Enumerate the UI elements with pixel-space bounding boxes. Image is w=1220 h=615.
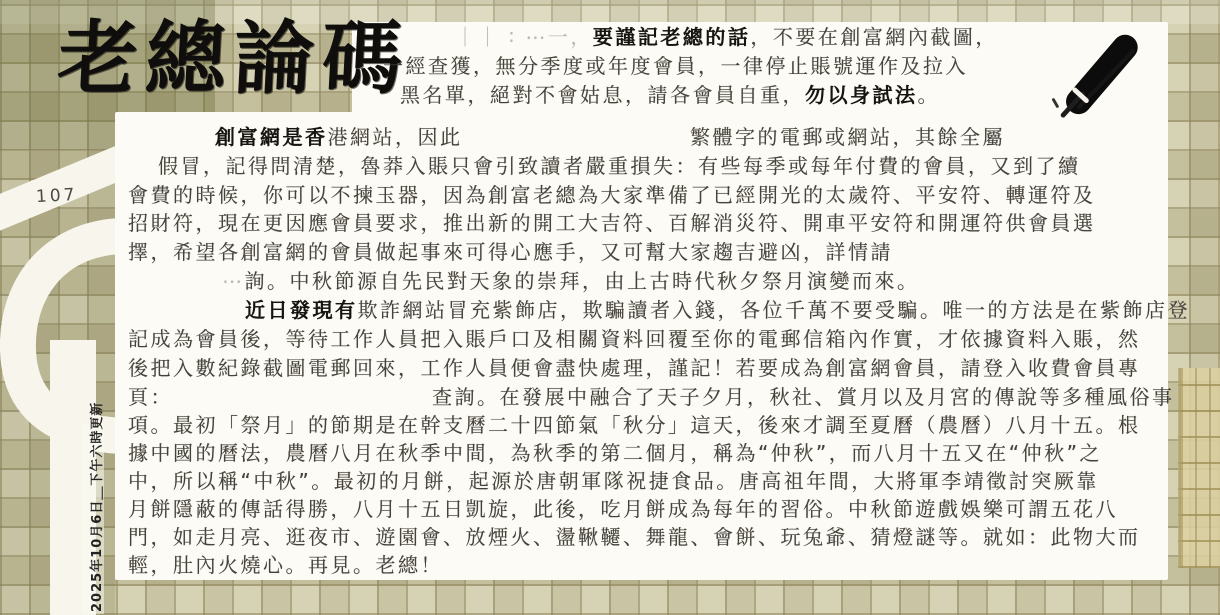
text-line (432, 387, 1175, 407)
text-line (128, 387, 173, 407)
text-line (128, 499, 1118, 519)
text-segment: 近日發現有 (245, 298, 358, 322)
text-line (400, 85, 940, 105)
text-segment: 欺詐網站冒充紫飾店，欺騙讀者入錢，各位千萬不要受騙。唯一的方法是在紫飾店登 (357, 298, 1190, 322)
text-segment: ，不要在創富網內截圖， (750, 25, 998, 49)
text-segment: 黑名單，絕對不會姑息，請各會員自重， (400, 83, 805, 107)
page-title: 老總論碼 (55, 11, 413, 105)
update-timestamp: 2025年10月6日＿下午六時更新 (90, 401, 105, 612)
text-segment: 擇，希望各創富網的會員做起事來可得心應手，又可幫大家趨吉避凶，詳情請 (128, 240, 893, 264)
text-segment: 繁體字的電郵或網站，其餘全屬 (690, 125, 1005, 149)
text-line (128, 185, 1096, 205)
text-line (128, 242, 893, 262)
pen-icon (1048, 26, 1148, 118)
text-segment: 輕，肚內火燒心。再見。老總！ (128, 553, 443, 577)
text-line (128, 443, 1102, 463)
text-segment: 查詢。在發展中融合了天子夕月，秋社、賞月以及月宮的傳說等多種風俗事 (432, 385, 1175, 409)
text-line (690, 127, 1005, 147)
text-line (128, 471, 1099, 491)
text-line (128, 358, 1141, 378)
text-line (455, 27, 998, 47)
text-line (222, 271, 920, 291)
page-number: 107 (35, 184, 78, 208)
text-segment: 門，如走月亮、逛夜市、遊園會、放煙火、盪鞦韆、舞龍、會餅、玩兔爺、猜燈謎等。就如：此物大而 (128, 525, 1141, 549)
text-line (128, 415, 1141, 435)
text-segment: 要謹記老總的話 (592, 25, 751, 49)
text-segment: 創富網是香 (215, 125, 328, 149)
text-segment: ｜｜ ∶ ⋯一， (455, 25, 593, 49)
white-logo-watermark (0, 140, 134, 615)
text-line (215, 127, 463, 147)
text-segment: 頁： (128, 385, 173, 409)
text-segment: 項。最初「祭月」的節期是在幹支曆二十四節氣「秋分」這天，後來才調至夏曆（農曆）八月十五。根 (128, 413, 1141, 437)
text-line (128, 555, 443, 575)
text-segment: 據中國的曆法，農曆八月在秋季中間，為秋季的第二個月，稱為“仲秋”，而八月十五又在“仲秋”之 (128, 441, 1102, 465)
text-segment: 勿以身試法 (805, 83, 918, 107)
text-segment: 。 (917, 83, 940, 107)
text-line (245, 300, 1190, 320)
text-segment: 後把入數紀錄截圖電郵回來，工作人員便會盡快處理，謹記！若要成為創富網會員，請登入收費會員專 (128, 356, 1141, 380)
text-line (128, 329, 1141, 349)
text-line (158, 156, 1081, 176)
text-line (128, 213, 1096, 233)
text-segment: 月餅隱蔽的傳話得勝，八月十五日凱旋，此後，吃月餅成為每年的習俗。中秋節遊戲娛樂可謂五花八 (128, 497, 1118, 521)
text-segment: 假冒，記得問清楚，魯莽入賬只會引致讀者嚴重損失：有些每季或每年付費的會員，又到了續 (158, 154, 1081, 178)
text-line (383, 56, 968, 76)
text-segment: 記成為會員後，等待工作人員把入賬戶口及相關資料回覆至你的電郵信箱內作實，才依據資料入賬，然 (128, 327, 1141, 351)
text-segment: ⋯ (222, 269, 245, 293)
text-segment: 招財符，現在更因應會員要求，推出新的開工大吉符、百解消災符、開車平安符和開運符供會員選 (128, 211, 1096, 235)
text-line (128, 527, 1141, 547)
greek-key-pattern (1178, 368, 1220, 568)
text-segment: 港網站，因此 (327, 125, 463, 149)
text-segment: 一經查獲，無分季度或年度會員，一律停止賬號運作及拉入 (383, 54, 968, 78)
text-segment: 會費的時候，你可以不揀玉器，因為創富老總為大家準備了已經開光的太歲符、平安符、轉運符及 (128, 183, 1096, 207)
text-segment: 中，所以稱“中秋”。最初的月餅，起源於唐朝軍隊祝捷食品。唐高祖年間，大將軍李靖徵討突厥靠 (128, 469, 1099, 493)
text-segment: 詢。中秋節源自先民對天象的崇拜，由上古時代秋夕祭月演變而來。 (244, 269, 920, 293)
